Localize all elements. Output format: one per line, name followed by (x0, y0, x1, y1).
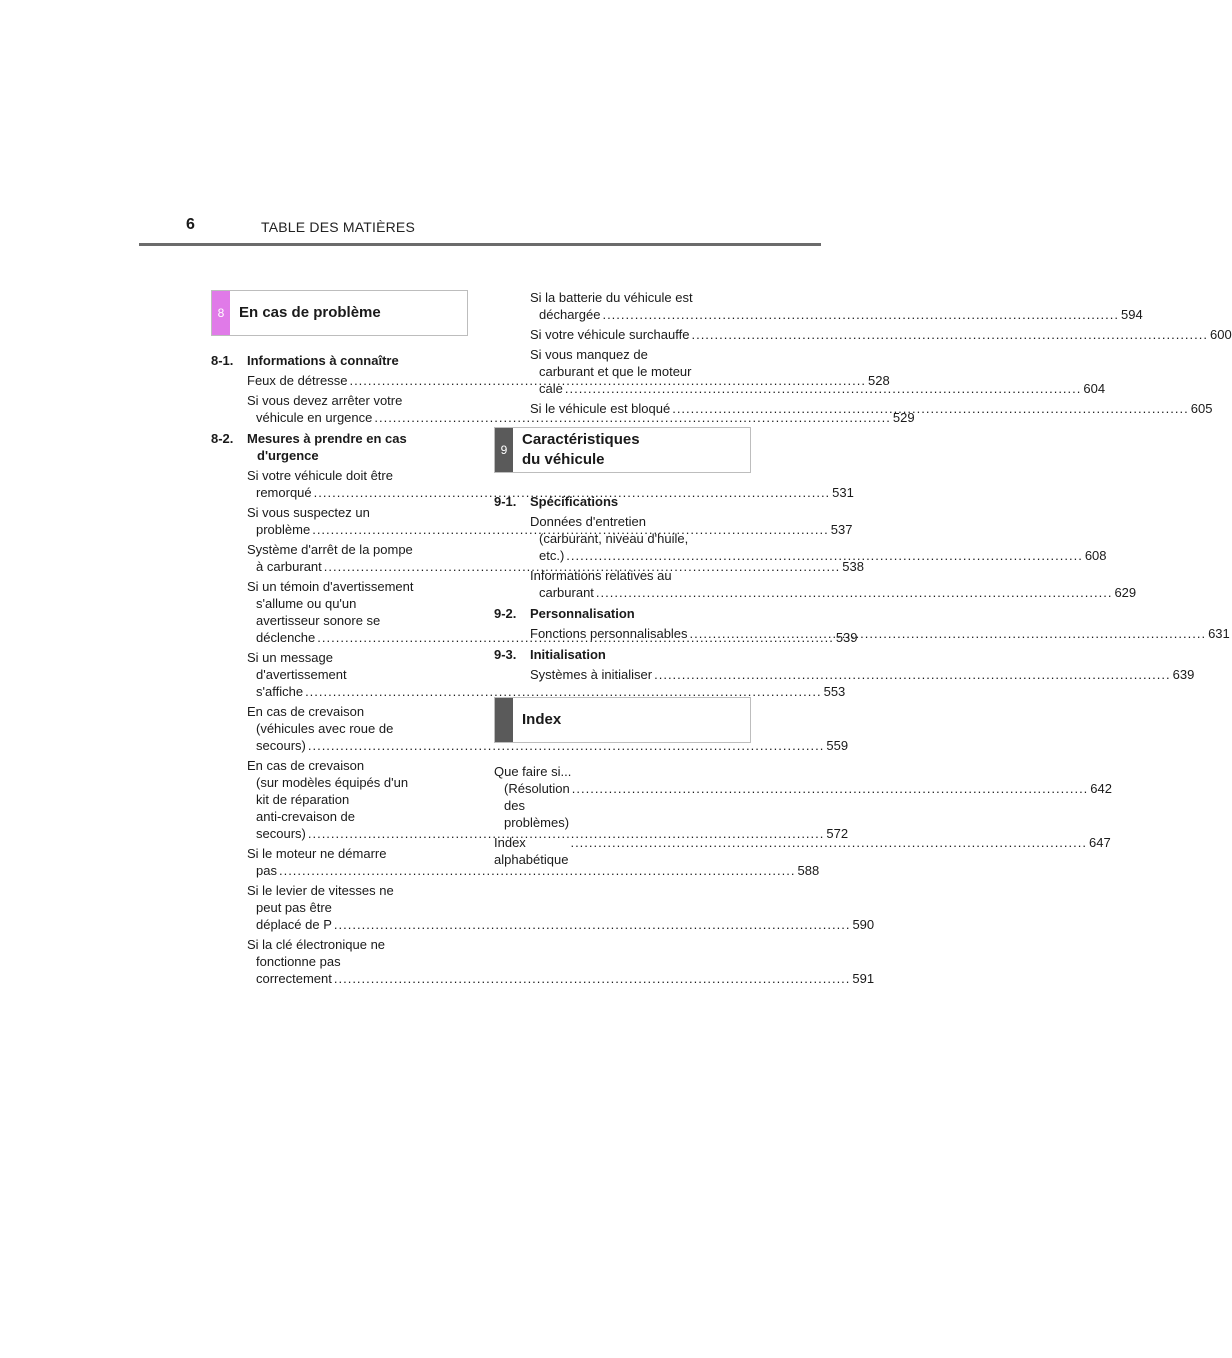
toc-entry-text: etc.) (539, 548, 565, 563)
toc-entry-last-line (247, 484, 854, 501)
toc-entry-last-line (530, 584, 1137, 601)
toc-section-title-line: Spécifications (530, 494, 619, 509)
chapter-9-title-line1: Caractéristiques (522, 431, 640, 448)
toc-entry[interactable] (247, 936, 875, 987)
toc-entry-text: problème (256, 522, 311, 537)
toc-entry-text: Fonctions personnalisables (530, 626, 688, 641)
toc-entry-last-line (530, 306, 1143, 323)
toc-page-number: 594 (1120, 307, 1143, 322)
chapter-8-title: En cas de problème (239, 304, 381, 321)
toc-entry-last-line (247, 737, 849, 754)
toc-entry-lines (530, 400, 1213, 417)
toc-entry-text: Si un message (247, 650, 333, 665)
toc-entry-text: (véhicules avec roue de (256, 721, 394, 736)
toc-section-heading[interactable] (494, 646, 751, 663)
toc-page-number: 642 (1090, 781, 1112, 796)
toc-entry-text: fonctionne pas (256, 954, 341, 969)
toc-entry-text: Si votre véhicule doit être (247, 468, 393, 483)
toc-entry-lines (247, 936, 875, 987)
toc-page-number: 537 (830, 522, 853, 537)
toc-entry-last-line (247, 862, 820, 879)
toc-entry-last-line (530, 326, 1232, 343)
toc-dot-leader (570, 834, 1087, 868)
toc-entry-text: pas (256, 863, 277, 878)
toc-entry-last-line (247, 825, 849, 842)
toc-dot-leader (572, 780, 1089, 831)
toc-section-title-line: Informations à connaître (247, 353, 399, 368)
toc-entry-text: s'allume ou qu'un (256, 596, 357, 611)
toc-section-title (247, 430, 468, 464)
toc-dot-leader (654, 666, 1171, 683)
toc-entry-last-line (494, 834, 1111, 868)
toc-entry-text: correctement (256, 971, 332, 986)
toc-entry-text: Feux de détresse (247, 373, 348, 388)
index-title: Index (522, 711, 562, 728)
toc-page-number: 588 (797, 863, 820, 878)
toc-entry-text: Si la batterie du véhicule est (530, 290, 693, 305)
page-number: 6 (186, 216, 195, 233)
toc-page-number: 528 (867, 373, 890, 388)
toc-entry-text: En cas de crevaison (247, 704, 365, 719)
toc-dot-leader (565, 380, 1082, 397)
toc-entry[interactable] (530, 326, 1232, 343)
header-title: TABLE DES MATIÈRES (261, 219, 416, 235)
toc-section-heading[interactable] (494, 605, 751, 622)
toc-entry[interactable] (530, 567, 1137, 601)
toc-entry-text: Si le levier de vitesses ne (247, 883, 394, 898)
toc-entry-text: véhicule en urgence (256, 410, 373, 425)
toc-page-number: 608 (1084, 548, 1107, 563)
toc-entry-last-line (247, 409, 915, 426)
toc-page-number: 572 (826, 826, 849, 841)
header-rule (139, 243, 821, 246)
toc-entry-last-line (530, 400, 1213, 417)
toc-entry-lines (530, 289, 1143, 323)
toc-page-number: 553 (823, 684, 846, 699)
toc-entry-lines (530, 326, 1232, 343)
toc-section-title-line: d'urgence (257, 448, 319, 463)
toc-entry-text: kit de réparation (256, 792, 350, 807)
toc-entry[interactable] (530, 400, 1213, 417)
toc-section-heading[interactable] (494, 493, 751, 510)
toc-entry-text: Que faire si... (494, 764, 572, 779)
toc-entry-text: (Résolution des problèmes) (504, 781, 570, 830)
toc-page-number: 531 (832, 485, 854, 500)
toc-entry-text: peut pas être (256, 900, 332, 915)
toc-page-number: 529 (892, 410, 915, 425)
chapter-9-title (513, 428, 640, 472)
toc-section-title (530, 605, 751, 622)
toc-entry-text: anti-crevaison de (256, 809, 355, 824)
toc-entry-text: Index alphabétique (494, 835, 569, 867)
toc-dot-leader (334, 916, 851, 933)
toc-dot-leader (672, 400, 1189, 417)
toc-page-number: 629 (1114, 585, 1137, 600)
toc-section-number: 9-1. (494, 494, 517, 509)
toc-entry[interactable] (530, 289, 1143, 323)
chapter-9-heading (494, 427, 751, 473)
toc-entry-last-line (530, 547, 1107, 564)
toc-entry-last-line (247, 916, 875, 933)
toc-dot-leader (566, 547, 1083, 564)
toc-section-title-line: Personnalisation (530, 606, 635, 621)
toc-page-number: 605 (1190, 401, 1213, 416)
toc-entry-text: cale (539, 381, 563, 396)
toc-section-number: 8-2. (211, 431, 234, 446)
toc-section-number: 9-2. (494, 606, 517, 621)
toc-dot-leader (334, 970, 851, 987)
toc-entry-text: Système d'arrêt de la pompe (247, 542, 413, 557)
toc-section-heading[interactable] (211, 352, 468, 369)
toc-entry-text: Si la clé électronique ne (247, 937, 386, 952)
toc-entry-text: secours) (256, 738, 306, 753)
toc-entry[interactable] (247, 467, 854, 501)
toc-entry-text: Informations relatives au (530, 568, 672, 583)
toc-entry-lines (530, 567, 1137, 601)
toc-entry-text: (carburant, niveau d'huile, (539, 531, 689, 546)
toc-entry-text: carburant et que le moteur (539, 364, 692, 379)
toc-page-number: 559 (826, 738, 849, 753)
toc-page-number: 539 (835, 630, 858, 645)
toc-section-title-line: Initialisation (530, 647, 606, 662)
toc-page-number: 538 (842, 559, 864, 574)
toc-section-heading[interactable] (211, 430, 468, 464)
index-heading (494, 697, 751, 743)
toc-entry-text: Si vous suspectez un (247, 505, 370, 520)
toc-entry-text: déplacé de P (256, 917, 332, 932)
toc-entry-last-line (247, 683, 846, 700)
chapter-8-heading (211, 290, 468, 336)
toc-entry-text: (sur modèles équipés d'un (256, 775, 409, 790)
toc-dot-leader (691, 326, 1208, 343)
toc-entry-last-line (494, 780, 1112, 831)
toc-entry[interactable] (494, 763, 1112, 831)
toc-entry-text: Si le véhicule est bloqué (530, 401, 671, 416)
toc-page-number: 647 (1088, 835, 1111, 850)
toc-entry-text: Si le moteur ne démarre (247, 846, 387, 861)
toc-section-number: 9-3. (494, 647, 517, 662)
toc-entry-text: Si vous devez arrêter votre (247, 393, 403, 408)
toc-section-number: 8-1. (211, 353, 234, 368)
toc-entry-text: Données d'entretien (530, 514, 646, 529)
toc-entry-last-line (530, 666, 1195, 683)
toc-entry-text: Si votre véhicule surchauffe (530, 327, 690, 342)
toc-entry-text: Si vous manquez de (530, 347, 648, 362)
toc-page-number: 591 (852, 971, 875, 986)
toc-page-number: 604 (1083, 381, 1106, 396)
toc-entry[interactable] (530, 666, 1195, 683)
toc-entry-text: secours) (256, 826, 306, 841)
toc-entry-lines (494, 763, 1112, 831)
toc-entry-text: remorqué (256, 485, 312, 500)
toc-dot-leader (596, 584, 1113, 601)
toc-entry-text: Systèmes à initialiser (530, 667, 653, 682)
toc-entry-lines (494, 834, 1111, 868)
index-tab (495, 698, 513, 742)
toc-entry-text: d'avertissement (256, 667, 347, 682)
toc-entry-text: s'affiche (256, 684, 304, 699)
toc-entry-text: En cas de crevaison (247, 758, 365, 773)
chapter-8-tab: 8 (212, 291, 230, 335)
toc-section-title (530, 646, 751, 663)
toc-page-number: 600 (1210, 327, 1232, 342)
toc-entry-lines (247, 467, 854, 501)
toc-entry[interactable] (247, 882, 875, 933)
toc-entry-lines (247, 882, 875, 933)
toc-entry-lines (530, 666, 1195, 683)
toc-dot-leader (602, 306, 1119, 323)
toc-section-title (530, 493, 751, 510)
toc-entry-last-line (247, 558, 864, 575)
toc-entry-last-line (247, 970, 875, 987)
chapter-9-tab: 9 (495, 428, 513, 472)
toc-dot-leader (690, 625, 1207, 642)
toc-entry-text: avertisseur sonore se (256, 613, 381, 628)
toc-section-title-line: Mesures à prendre en cas (247, 431, 407, 446)
toc-entry-text: à carburant (256, 559, 322, 574)
toc-entry[interactable] (494, 834, 1111, 868)
toc-page-number: 639 (1172, 667, 1195, 682)
toc-entry-text: Si un témoin d'avertissement (247, 579, 414, 594)
toc-page-number: 631 (1208, 626, 1230, 641)
toc-entry-text: déchargée (539, 307, 601, 322)
chapter-9-title-line2: du véhicule (522, 451, 605, 468)
toc-page-number: 590 (852, 917, 875, 932)
toc-entry-text: carburant (539, 585, 594, 600)
toc-entry-text: déclenche (256, 630, 316, 645)
toc-section-title (247, 352, 468, 369)
